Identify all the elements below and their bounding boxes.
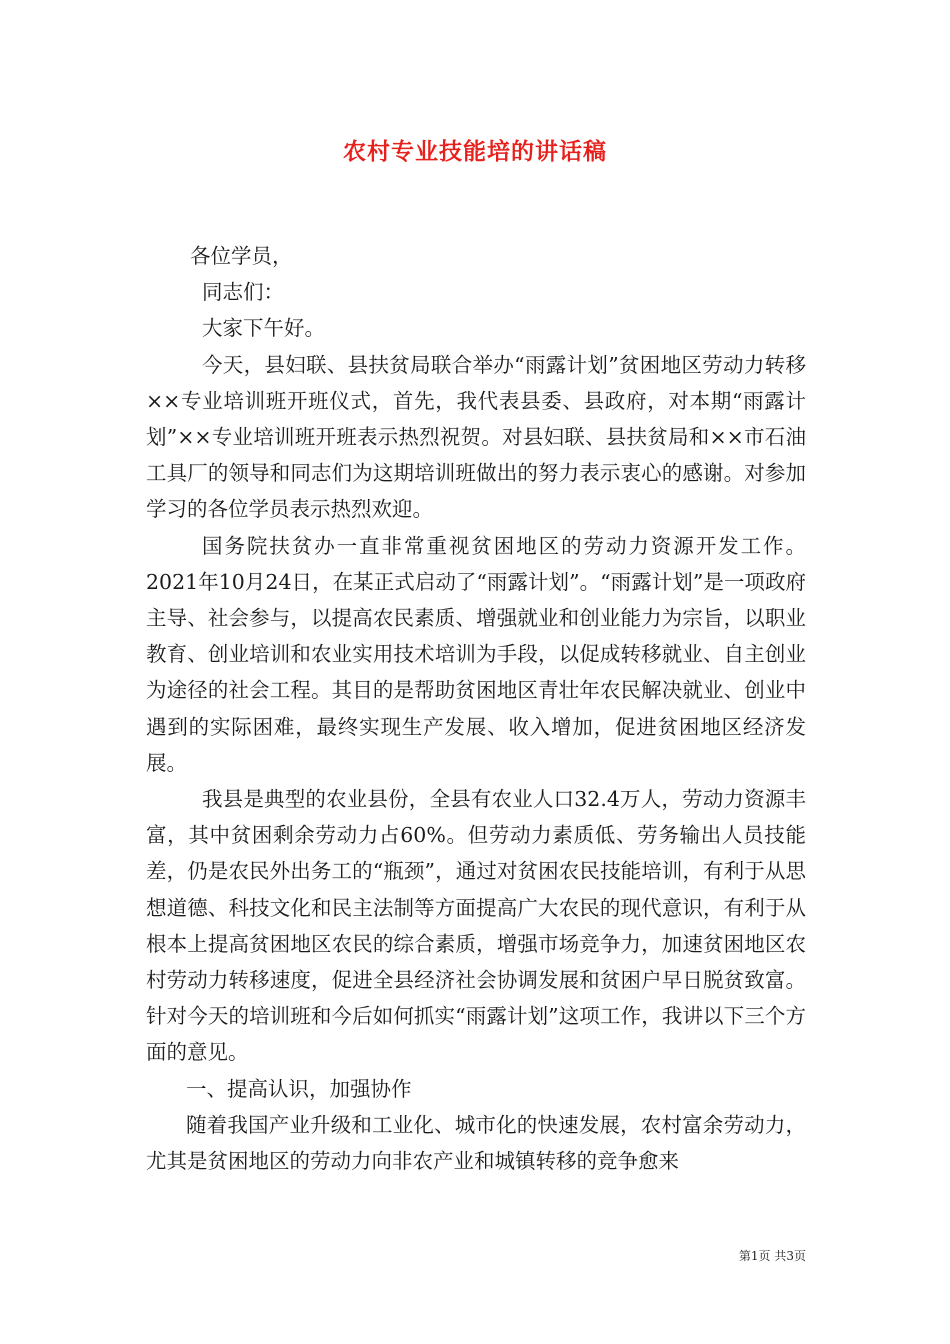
greeting-afternoon: 大家下午好。: [202, 316, 325, 341]
paragraph-county-situation: 我县是典型的农业县份，全县有农业人口32.4万人，劳动力资源丰富，其中贫困剩余劳动力占60%。但劳动力素质低、劳务输出人员技能差，仍是农民外出务工的“瓶颈”，通过对贫困农民技能培训，有利于从思想道德、科技文化和民主法制等方面提高广大农民的现代意识，有利于从根本上提高贫困地区农民的综合素质，增强市场竞争力，加速贫困地区农村劳动力转移速度，促进全县经济社会协调发展和贫困户早日脱贫致富。针对今天的培训班和今后如何抓实“雨露计划”这项工作，我讲以下三个方面的意见。: [146, 787, 806, 1065]
document-title: 农村专业技能培的讲话稿: [343, 139, 607, 165]
greeting-comrades: 同志们：: [202, 280, 284, 305]
paragraph-opening: 今天，县妇联、县扶贫局联合举办“雨露计划”贫困地区劳动力转移××专业培训班开班仪式，首先，我代表县委、县政府，对本期“雨露计划”××专业培训班开班表示热烈祝贺。对县妇联、县扶贫局和××市石油工具厂的领导和同志们为这期培训班做出的努力表示衷心的感谢。对参加学习的各位学员表示热烈欢迎。: [146, 352, 806, 522]
section-heading: 一、提高认识，加强协作: [186, 1076, 412, 1101]
greeting-students: 各位学员，: [190, 244, 293, 268]
paragraph-rain-dew-plan: 国务院扶贫办一直非常重视贫困地区的劳动力资源开发工作。2021年10月24日，在某正式启动了“雨露计划”。“雨露计划”是一项政府主导、社会参与，以提高农民素质、增强就业和创业能力为宗旨，以职业教育、创业培训和农业实用技术培训为手段，以促成转移就业、自主创业为途径的社会工程。其目的是帮助贫困地区青壮年农民解决就业、创业中遇到的实际困难，最终实现生产发展、收入增加，促进贫困地区经济发展。: [146, 533, 806, 775]
document-body: [146, 238, 806, 1179]
paragraph-industry-upgrade: 随着我国产业升级和工业化、城市化的快速发展，农村富余劳动力，尤其是贫困地区的劳动力向非农产业和城镇转移的竞争愈来: [146, 1112, 806, 1174]
page-number: 第1页 共3页: [738, 1249, 806, 1263]
